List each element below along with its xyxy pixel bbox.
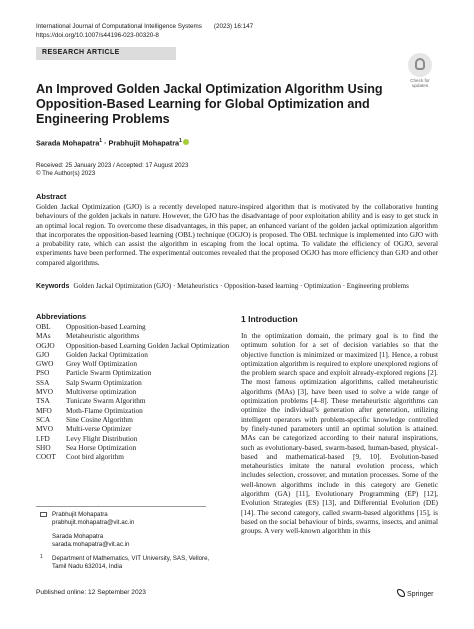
contact-email[interactable]: prabhujit.mohapatra@vit.ac.in (52, 519, 135, 526)
abstract-heading: Abstract (36, 192, 67, 201)
doi-link[interactable]: https://doi.org/10.1007/s44196-023-00320-8 (36, 32, 159, 39)
author-list (36, 138, 189, 147)
bookmark-icon (408, 53, 432, 77)
abbreviation-row (36, 378, 236, 387)
abbreviation-row (36, 359, 236, 368)
keywords-label: Keywords (36, 283, 70, 290)
author-name[interactable]: Sarada Mohapatra (36, 138, 100, 148)
abbreviation-term: MAs (36, 331, 51, 341)
affiliation-marker: 1 (40, 554, 43, 560)
article-type-banner (36, 47, 176, 60)
received-accepted: Received: 25 January 2023 / Accepted: 17 August 2023 (36, 162, 189, 169)
abbreviation-row (36, 406, 236, 415)
affiliation-marker: 1 (179, 138, 182, 144)
abbreviation-row (36, 443, 236, 452)
abbreviation-row (36, 341, 236, 350)
affiliation-text: Department of Mathematics, VIT University, SAS, Vellore, Tamil Nadu 632014, India (52, 555, 210, 570)
abbreviation-term: MVO (36, 387, 54, 397)
contact-email[interactable]: sarada.mohapatra@vit.ac.in (52, 541, 130, 548)
abbreviation-definition: Particle Swarm Optimization (66, 368, 152, 378)
abbreviation-row (36, 322, 236, 331)
abbreviation-row (36, 350, 236, 359)
section-heading: 1 Introduction (241, 314, 298, 324)
abbreviation-definition: Metaheuristic algorithms (66, 331, 140, 341)
volume-info: (2023) 16:147 (213, 23, 254, 30)
abbreviation-definition: Grey Wolf Optimization (66, 359, 138, 369)
abbreviations-list (36, 322, 236, 461)
orcid-icon[interactable] (183, 139, 189, 145)
abbreviation-definition: Golden Jackal Optimization (66, 349, 148, 359)
abbreviation-term: PSO (36, 368, 50, 378)
contact-name: Prabhujit Mohapatra (52, 511, 108, 518)
abbreviation-row (36, 452, 236, 461)
abbreviation-row (36, 424, 236, 433)
publisher-logo (397, 589, 433, 598)
abbreviation-definition: Salp Swarm Optimization (66, 377, 142, 387)
abbreviation-definition: Coot bird algorithm (66, 452, 124, 462)
abbreviation-term: SHO (36, 442, 51, 452)
keywords (36, 282, 438, 291)
abbreviation-definition: Moth-Flame Optimization (66, 405, 143, 415)
abbreviation-term: OGJO (36, 340, 55, 350)
abbreviation-definition: Levy Flight Distribution (66, 433, 138, 443)
abbreviation-row (36, 331, 236, 340)
author-separator: · (102, 138, 109, 148)
contact-name: Sarada Mohapatra (52, 533, 104, 540)
envelope-icon (40, 512, 47, 517)
abbreviation-term: MVO (36, 424, 54, 434)
publisher-name: Springer (407, 591, 434, 598)
abbreviations-heading: Abbreviations (36, 312, 87, 321)
journal-name: International Journal of Computational Intelligence Systems (36, 23, 202, 30)
abbreviation-definition: Multi-verse Optimizer (66, 424, 132, 434)
abbreviation-term: MFO (36, 405, 52, 415)
journal-header (36, 22, 253, 40)
abbreviation-term: TSA (36, 396, 50, 406)
abbreviation-definition: Sea Horse Optimization (66, 442, 137, 452)
author-name[interactable]: Prabhujit Mohapatra (108, 138, 180, 148)
abbreviation-definition: Sine Cosine Algorithm (66, 414, 133, 424)
article-type-label: RESEARCH ARTICLE (42, 49, 120, 56)
springer-horse-icon (397, 589, 405, 597)
abbreviation-term: LFD (36, 433, 50, 443)
abbreviation-row (36, 396, 236, 405)
abbreviation-definition: Opposition-based Learning (66, 322, 146, 331)
abbreviation-definition: Opposition-based Learning Golden Jackal Optimization (66, 340, 230, 350)
abbreviation-row (36, 415, 236, 424)
published-date: Published online: 12 September 2023 (36, 589, 146, 596)
abbreviation-term: COOT (36, 452, 56, 462)
introduction-text: In the optimization domain, the primary goal is to find the optimum solution for a set of decision variables so that the objective function is minimized or maximized [1]. Hence, a robust optimization algorithm is required to explore unexplored regions of the problem search space and exploit already-explored regions [2]. The most famous optimization algorithms, called metaheuristic algorithms (MAs) [3], have been used to solve a wide range of optimization problems [4–8]. These metaheuristic algorithms can optimize the individual’s generation after generation, utilizing intelligent operators with problem-specific knowledge controlled by finely-tuned parameters until an optimal solution is attained. MAs can be categorized according to their natural inspirations, such as evolutionary-based, swarm-based, human-based, physical-based and mathematical-based [9, 10]. Evolution-based metaheuristics imitate the natural evolution process, which includes selection, crossover, and mutation processes. Some of the well-known algorithms include in this category are Genetic algorithm (GA) [11], Evolutionary Programming (EP) [12], Evolution Strategies (ES) [13], and Differential Evolution (DE) [14]. The second category, called swarm-based algorithms [15], is based on the social behaviour of birds, swarms, insects, and animal groups. A very well-known algorithm in this (241, 331, 438, 536)
abbreviation-term: SCA (36, 414, 51, 424)
abbreviation-term: GWO (36, 359, 54, 369)
article-dates (36, 162, 188, 178)
contact-footnote (40, 511, 217, 571)
abbreviation-row (36, 434, 236, 443)
abbreviation-term: GJO (36, 349, 50, 359)
abstract-text: Golden Jackal Optimization (GJO) is a recently developed nature-inspired algorithm that is motivated by the collaborative hunting behaviours of the golden jackals in nature. However, the GJO has the disadvantage of poor exploitation ability and is easy to get stuck in an optimal local region. To overcome these disadvantages, in this paper, an enhanced variant of the golden jackal optimization algorithm that incorporates the opposition-based learning (OBL) technique (OGJO) is proposed. The OBL technique is implemented into GJO with a probability rate, which can assist the algorithm in escaping from the local optima. To validate the efficiency of OGJO, several experiments have been performed. The experimental outcomes revealed that the proposed OGJO has more efficiency than GJO and other compared algorithms. (36, 202, 438, 267)
abbreviation-row (36, 387, 236, 396)
check-for-updates-label: Check for updates (410, 78, 430, 88)
abbreviation-definition: Multiverse optimization (66, 387, 137, 397)
abbreviation-definition: Tunicate Swarm Algorithm (66, 396, 146, 406)
abbreviation-term: SSA (36, 377, 50, 387)
footnote-divider (36, 506, 206, 507)
copyright: © The Author(s) 2023 (36, 170, 96, 177)
abbreviation-row (36, 368, 236, 377)
affiliation-marker: 1 (99, 138, 103, 144)
keywords-text: Golden Jackal Optimization (GJO) · Metaheuristics · Opposition-based learning · Optimization · Engineering problems (73, 282, 409, 290)
abbreviation-term: OBL (36, 322, 51, 331)
paper-title: An Improved Golden Jackal Optimization Algorithm Using Opposition-Based Learning for Global Optimization and Engineering Problems (36, 82, 383, 126)
